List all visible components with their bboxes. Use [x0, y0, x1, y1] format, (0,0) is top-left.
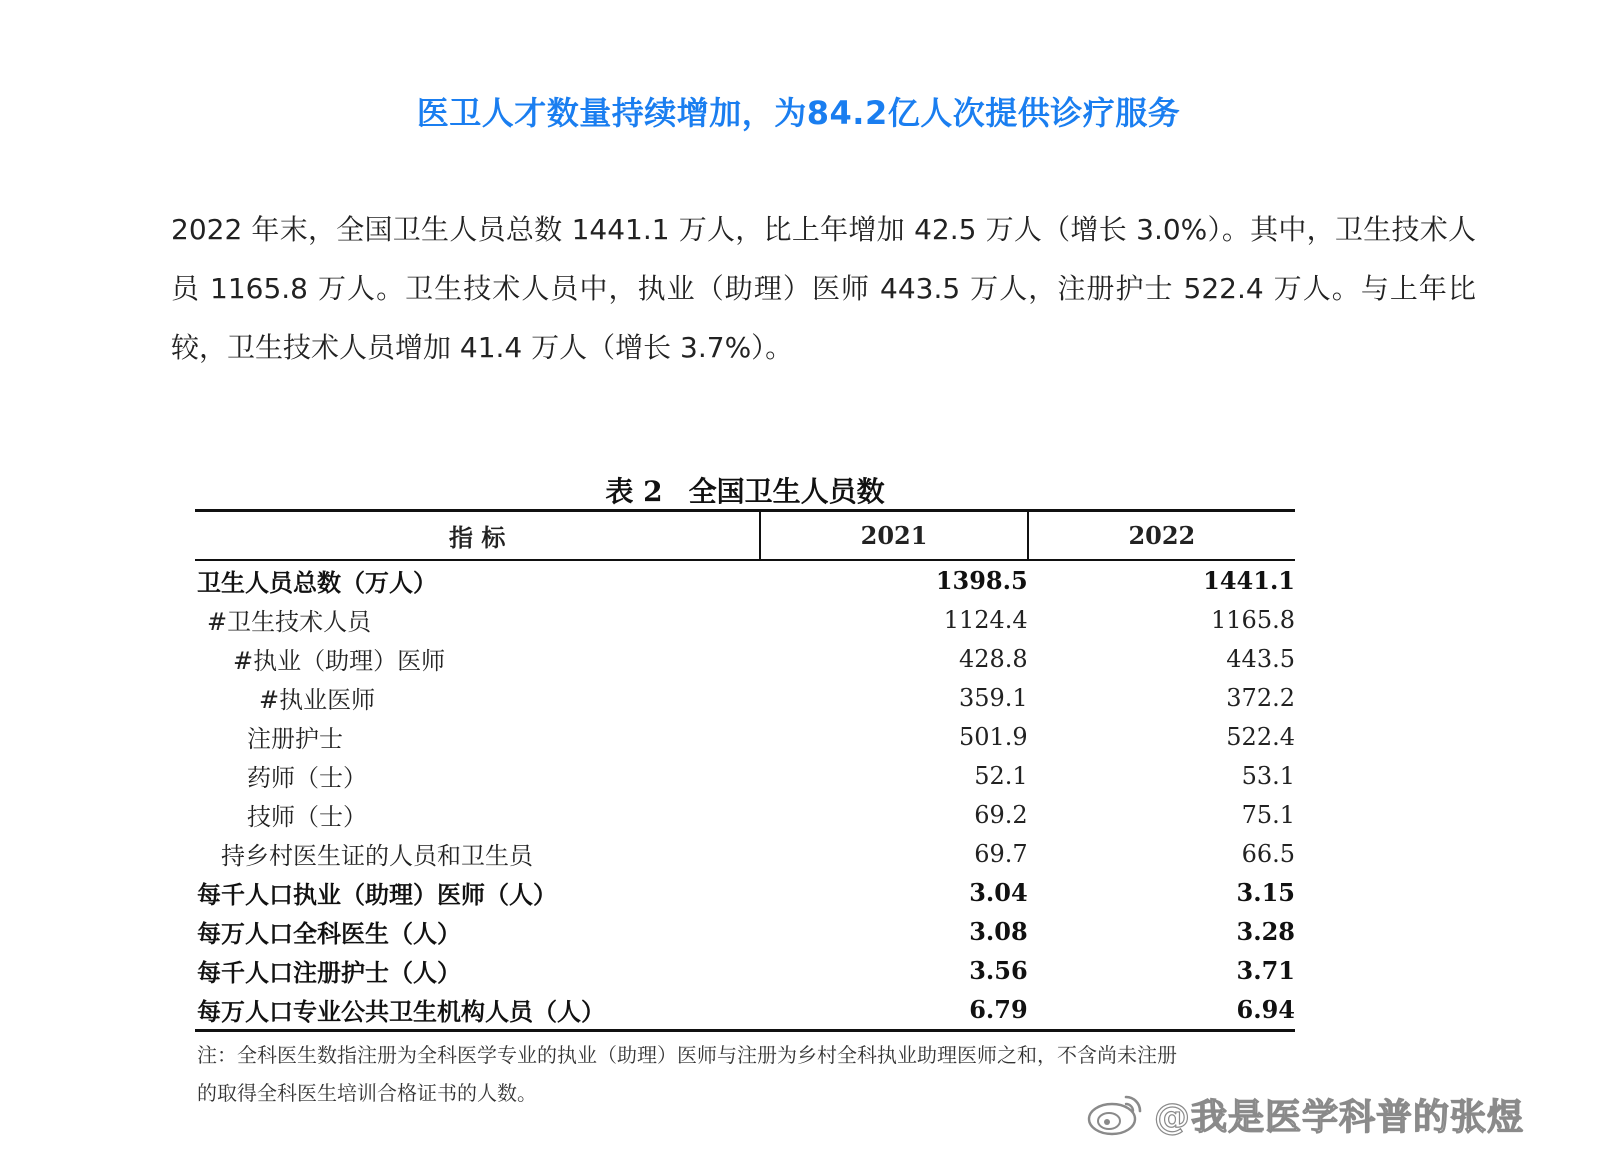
header-2021: 2021	[760, 511, 1027, 561]
weibo-logo-icon	[1086, 1091, 1146, 1137]
value-2021: 1398.5	[935, 566, 1028, 595]
value-2022: 75.1	[1241, 800, 1295, 829]
header-2022: 2022	[1028, 511, 1295, 561]
row-label: 每万人口专业公共卫生机构人员（人）	[195, 990, 760, 1031]
value-2021: 501.9	[958, 722, 1028, 751]
table-row	[195, 795, 1295, 834]
table-row	[195, 560, 1295, 600]
row-label: 药师（士）	[247, 764, 367, 792]
table-row	[195, 756, 1295, 795]
value-2022: 522.4	[1226, 722, 1295, 751]
row-label: #卫生技术人员	[207, 608, 372, 636]
row-label: 每千人口注册护士（人）	[197, 958, 461, 987]
table-row	[195, 639, 1295, 678]
value-2022: 1165.8	[1211, 605, 1295, 634]
row-label: 卫生人员总数（万人）	[197, 568, 437, 597]
row-label: 每千人口执业（助理）医师（人）	[197, 880, 557, 909]
value-2022: 66.5	[1241, 839, 1295, 868]
table-row	[195, 951, 1295, 990]
value-2022: 3.28	[1236, 917, 1295, 946]
row-label: 技师（士）	[247, 803, 367, 831]
row-label: #执业医师	[259, 686, 376, 714]
value-2022: 372.2	[1226, 683, 1295, 712]
value-2021: 69.7	[974, 839, 1028, 868]
value-2021: 428.8	[958, 644, 1028, 673]
value-2021: 6.79	[760, 990, 1027, 1031]
row-label: 注册护士	[247, 725, 343, 753]
watermark	[1086, 1088, 1524, 1140]
table-row	[195, 678, 1295, 717]
table-title-text: 全国卫生人员数	[688, 475, 885, 508]
table-header-row	[195, 511, 1295, 561]
header-indicator: 指 标	[195, 511, 760, 561]
table-row	[195, 912, 1295, 951]
value-2021: 52.1	[974, 761, 1028, 790]
table-row	[195, 873, 1295, 912]
value-2021: 69.2	[974, 800, 1028, 829]
row-label: 每万人口全科医生（人）	[197, 919, 461, 948]
table-row	[195, 990, 1295, 1031]
footnote-line-1: 注：全科医生数指注册为全科医学专业的执业（助理）医师与注册为乡村全科执业助理医师之和，不含尚未注册	[197, 1043, 1177, 1067]
table-row	[195, 834, 1295, 873]
health-personnel-table	[195, 509, 1295, 1032]
value-2022: 443.5	[1226, 644, 1295, 673]
intro-paragraph: 2022 年末，全国卫生人员总数 1441.1 万人，比上年增加 42.5 万人（增长 3.0%）。其中，卫生技术人员 1165.8 万人。卫生技术人员中，执业（助理）医师 443.5 万人，注册护士 522.4 万人。与上年比较，卫生技术人员增加 41.4 万人（增长 3.7%）。	[171, 213, 1476, 364]
value-2022: 3.71	[1236, 956, 1295, 985]
value-2021: 1124.4	[943, 605, 1028, 634]
value-2021: 359.1	[958, 683, 1028, 712]
row-label: 持乡村医生证的人员和卫生员	[221, 842, 533, 870]
table-number: 表 2	[605, 475, 663, 508]
watermark-text: @我是医学科普的张煜	[1154, 1096, 1525, 1138]
value-2021: 3.08	[969, 917, 1028, 946]
article-headline: 医卫人才数量持续增加，为84.2亿人次提供诊疗服务	[416, 94, 1181, 132]
row-label: #执业（助理）医师	[233, 647, 446, 675]
value-2022: 3.15	[1236, 878, 1295, 907]
value-2022: 6.94	[1028, 990, 1295, 1031]
value-2021: 3.04	[969, 878, 1028, 907]
table-title	[195, 470, 1295, 510]
table-row	[195, 600, 1295, 639]
value-2022: 53.1	[1241, 761, 1295, 790]
table-row	[195, 717, 1295, 756]
footnote-line-2: 的取得全科医生培训合格证书的人数。	[197, 1081, 537, 1105]
value-2022: 1441.1	[1203, 566, 1295, 595]
value-2021: 3.56	[969, 956, 1028, 985]
